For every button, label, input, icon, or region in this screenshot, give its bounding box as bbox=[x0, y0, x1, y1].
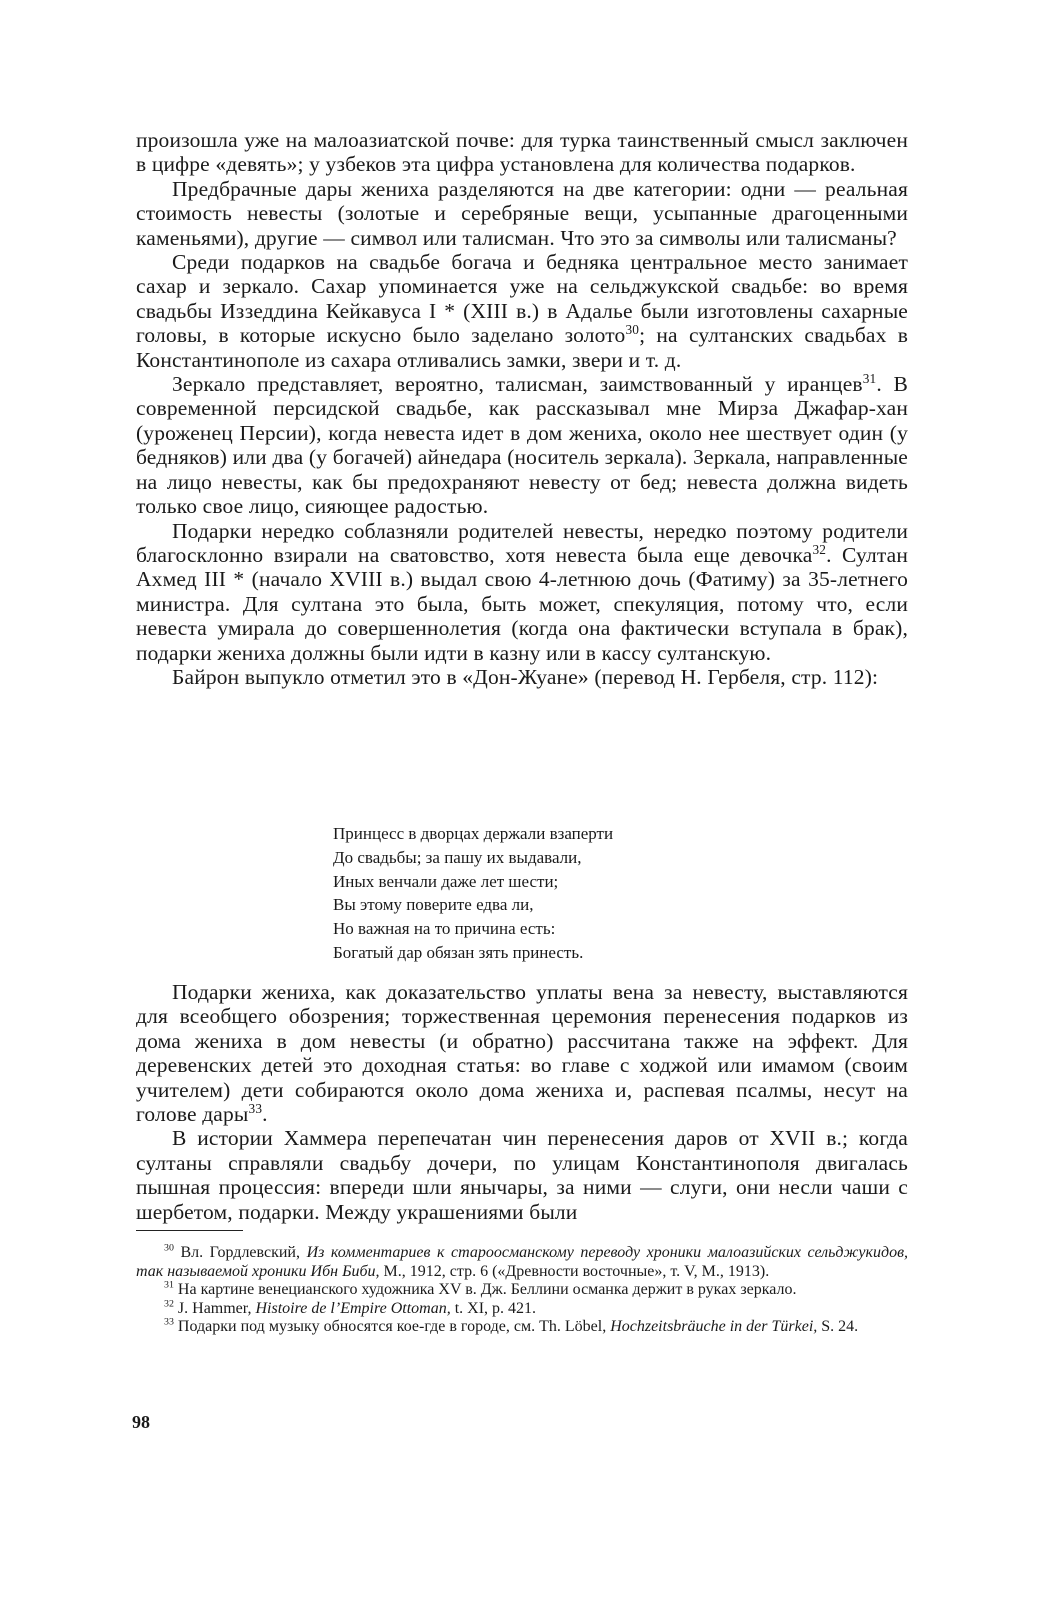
poem-line: Иных венчали даже лет шести; bbox=[333, 871, 559, 891]
poem-line: Но важная на то причина есть: bbox=[333, 919, 556, 939]
footnote-number: 30 bbox=[164, 1242, 174, 1254]
paragraph-5 bbox=[136, 519, 908, 665]
footnote-title: Из комментариев к староосманскому переводу хроники малоазийских сельджукидов, так называемой хроники Ибн Биби, bbox=[136, 1244, 909, 1280]
footnote-number: 31 bbox=[164, 1279, 174, 1291]
footnote-ref-32[interactable]: 32 bbox=[812, 541, 827, 557]
footnote-32 bbox=[136, 1300, 908, 1319]
footnote-30 bbox=[136, 1244, 908, 1281]
paragraph-7-text-b: . bbox=[262, 1102, 268, 1127]
footnote-text: Вл. Гордлевский, bbox=[180, 1244, 307, 1261]
main-text-continued bbox=[136, 980, 908, 1224]
paragraph-1-text: произошла уже на малоазиатской почве: для турка таинственный смысл заключен в цифре «девять»; у узбеков эта цифра установлена для количества подарков. bbox=[136, 128, 908, 177]
footnote-divider bbox=[136, 1230, 243, 1231]
poem-line: Богатый дар обязан зять принесть. bbox=[333, 942, 584, 962]
poem-line: Принцесс в дворцах держали взаперти bbox=[333, 824, 614, 843]
footnote-text: t. XI, p. 421. bbox=[450, 1299, 537, 1317]
footnote-ref-33[interactable]: 33 bbox=[248, 1100, 263, 1116]
paragraph-6-text: Байрон выпукло отметил это в «Дон-Жуане» (перевод Н. Гербеля, стр. 112): bbox=[172, 664, 879, 689]
paragraph-2-text: Предбрачные дары жениха разделяются на две категории: одни — реальная стоимость невесты (золотые и серебряные вещи, усыпанные драгоценными каменьями), другие — символ или талисман. Что это за символы или талисманы? bbox=[136, 176, 908, 250]
paragraph-8 bbox=[136, 1126, 908, 1224]
poem-quote bbox=[333, 822, 613, 965]
paragraph-3-text-b: ; на султанских свадьбах в Константинополе из сахара отливались замки, звери и т. д. bbox=[136, 323, 908, 372]
footnote-number: 33 bbox=[164, 1317, 174, 1329]
footnote-33 bbox=[136, 1318, 908, 1337]
page-number: 98 bbox=[132, 1412, 150, 1432]
footnotes bbox=[136, 1244, 908, 1337]
paragraph-4-text-b: . В современной персидской свадьбе, как рассказывал мне Мирза Джафар-хан (уроженец Персии), когда невеста идет в дом жениха, около нее шествует один (у бедняков) или два (у богачей) айнедара (носитель зеркала). Зеркала, направленные на лицо невесты, как бы предохраняют невесту от бед; невеста должна видеть только свое лицо, сияющее радостью. bbox=[136, 372, 908, 519]
footnote-text: На картине венецианского художника XV в. Дж. Беллини османка держит в руках зеркало. bbox=[177, 1281, 797, 1299]
paragraph-8-text: В истории Хаммера перепечатан чин перенесения даров от XVII в.; когда султаны справляли свадьбу дочери, по улицам Константинополя двигалась пышная процессия: впереди шли янычары, за ними — слуги, они несли чаши с шербетом, подарки. Между украшениями были bbox=[136, 1126, 908, 1224]
footnote-text: S. 24. bbox=[817, 1318, 859, 1336]
poem-line: До свадьбы; за пашу их выдавали, bbox=[333, 847, 582, 867]
paragraph-3 bbox=[136, 250, 908, 372]
paragraph-2 bbox=[136, 177, 908, 250]
paragraph-7-text-a: Подарки жениха, как доказательство уплаты вена за невесту, выставляются для всеобщего обозрения; торжественная церемония перенесения подарков из дома жениха в дом невесты (и обратно) рассчитана также на эффект. Для деревенских детей это доходная статья: во главе с ходжой или имамом (своим учителем) дети собираются около дома жениха и, распевая псалмы, несут на голове дары bbox=[136, 980, 908, 1127]
paragraph-4-text-a: Зеркало представляет, вероятно, талисман, заимствованный у иранцев bbox=[172, 372, 863, 397]
footnote-text: М., 1912, стр. 6 («Древности восточные», т. V, М., 1913). bbox=[379, 1262, 770, 1280]
paragraph-1 bbox=[136, 128, 908, 177]
footnote-ref-30[interactable]: 30 bbox=[625, 322, 640, 338]
paragraph-5-text-b: . Султан Ахмед III * (начало XVIII в.) выдал свою 4-летнюю дочь (Фатиму) за 35-летнего министра. Для султана это была, быть может, спекуляция, потому что, если невеста умирала до совершеннолетия (когда она фактически вступала в брак), подарки жениха должны были идти в казну или в кассу султанскую. bbox=[136, 542, 908, 665]
main-text bbox=[136, 128, 908, 689]
footnote-title: Histoire de l’Empire Ottoman, bbox=[255, 1299, 451, 1317]
footnote-title: Hochzeitsbräuche in der Türkei, bbox=[610, 1318, 818, 1336]
paragraph-7 bbox=[136, 980, 908, 1126]
footnote-text: Подарки под музыку обносятся кое-где в городе, см. Th. Löbel, bbox=[177, 1318, 611, 1336]
paragraph-3-text-a: Среди подарков на свадьбе богача и бедняка центральное место занимает сахар и зеркало. Сахар упоминается уже на сельджукской свадьбе: во время свадьбы Иззеддина Кейкавуса I * (XIII в.) в Адалье были изготовлены сахарные головы, в которые искусно было заделано золото bbox=[136, 250, 908, 348]
paragraph-5-text-a: Подарки нередко соблазняли родителей невесты, нередко поэтому родители благосклонно взирали на сватовство, хотя невеста была еще девочка bbox=[136, 518, 908, 567]
paragraph-6 bbox=[136, 665, 908, 689]
footnote-31 bbox=[136, 1281, 908, 1300]
footnote-ref-31[interactable]: 31 bbox=[862, 370, 877, 386]
footnote-text: J. Hammer, bbox=[177, 1299, 256, 1317]
paragraph-4 bbox=[136, 372, 908, 518]
poem-line: Вы этому поверите едва ли, bbox=[333, 895, 534, 915]
footnote-number: 32 bbox=[164, 1298, 174, 1310]
